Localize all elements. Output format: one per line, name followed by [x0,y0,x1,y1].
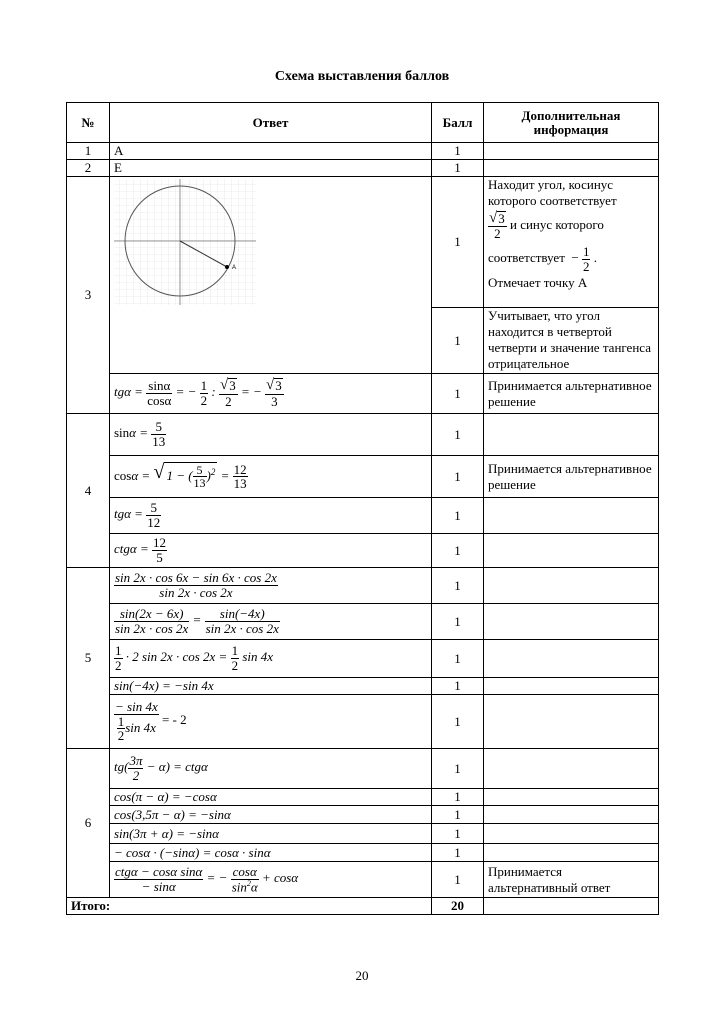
score-cell: 1 [432,695,484,749]
score-cell: 1 [432,678,484,695]
table-row [67,824,659,844]
answer-cell [110,824,432,844]
row-num: 4 [67,414,110,568]
score-cell: 1 [432,374,484,414]
formula: $\frac{\sin(2x - 6x)}{\sin 2x \cdot \cos 2x}$ = $\frac{\sin(-4x)}{\sin 2x \cdot \cos 2x}$ [115,606,279,636]
table-row [67,604,659,640]
answer-cell [110,568,432,604]
info-cell: Учитывает, что угол находится в четвертой четверти и значение тангенса отрицательное [484,308,659,374]
formula: sinα = $\frac{5}{13}$ [114,419,166,449]
table-row [67,844,659,862]
answer-cell [110,844,432,862]
table-row [67,678,659,695]
answer-cell [110,749,432,789]
answer-cell: Е [110,160,432,177]
formula: tgα = $\frac{\sin\alpha}{\cos\alpha}$ = − $\frac{1}{2}$ : $\frac{√3}{2}$ = − $\frac{√3}{3}$ [114,377,282,410]
answer-cell [110,695,432,749]
score-cell: 1 [432,862,484,898]
answer-cell [110,789,432,806]
score-cell: 1 [432,568,484,604]
point-a [225,265,229,269]
table-row [67,568,659,604]
info-formula-line: соответствует − $\frac{1}{2}$ . [488,244,597,274]
info-cell [484,568,659,604]
table-row [67,160,659,177]
answer-cell [110,177,432,374]
table-row [67,749,659,789]
formula: cosα = √ 1 − ( $\frac{5}{13}$ )$^2$ = $\frac{12}{13}$ [114,460,247,492]
answer-cell [110,678,432,695]
answer-cell [110,498,432,534]
point-a-label: A [232,265,237,271]
total-label: Итого: [67,898,432,915]
answer-cell [110,806,432,824]
table-row [67,414,659,456]
header-score: Балл [432,103,484,143]
info-cell [484,844,659,862]
info-cell [484,414,659,456]
score-cell: 1 [432,308,484,374]
header-answer: Ответ [110,103,432,143]
formula: $\frac{\text{ctgα − cosα sinα}}{- \sin\alpha}$ = − $\frac{\cos\alpha}{\sin^2\alpha}$ + cosα [115,864,299,895]
page-title: Схема выставления баллов [274,69,450,84]
formula: tg( $\frac{3\pi}{2}$ − α) = ctgα [114,753,208,783]
info-cell [484,498,659,534]
info-cell [484,824,659,844]
table-row [67,456,659,498]
table-row [67,862,659,898]
info-cell [484,177,659,308]
formula: sin(3π + α) = −sinα [114,825,219,841]
sqrt3-over-2: $\frac{√3}{2}$ [489,209,505,242]
answer-cell [110,640,432,678]
score-cell: 1 [432,749,484,789]
info-formula-line [488,211,654,241]
score-cell: 1 [432,824,484,844]
score-cell: 1 [432,640,484,678]
row-num: 2 [67,160,110,177]
info-cell [484,534,659,568]
scoring-table [66,102,659,915]
score-cell: 1 [432,414,484,456]
answer-cell [110,456,432,498]
one-half: $\frac{1}{2}$ [582,244,590,274]
formula: sin(−4x) = −sin 4x [114,678,214,693]
formula: − cosα · (−sinα) = cosα · sinα [114,844,271,860]
total-score: 20 [432,898,484,915]
info-cell [484,695,659,749]
formula: − sin 4x $\frac{1}{2}$ sin 4x = - 2 [115,699,187,744]
info-cell [484,806,659,824]
score-cell: 1 [432,160,484,177]
table-row [67,498,659,534]
info-text: и синус которого [509,216,604,232]
score-cell: 1 [432,789,484,806]
score-cell: 1 [432,604,484,640]
table-row [67,695,659,749]
info-text: соответствует [488,250,565,266]
info-cell [484,640,659,678]
row-num: 3 [67,177,110,414]
table-header-row [67,103,659,143]
formula: cos(3,5π − α) = −sinα [114,806,231,822]
answer-cell [110,534,432,568]
answer-cell [110,862,432,898]
total-row [67,898,659,915]
info-cell [484,678,659,695]
info-cell: Принимается альтернативный ответ [484,862,659,898]
formula: cos(π − α) = −cosα [114,789,217,804]
info-cell: Принимается альтернативное решение [484,456,659,498]
formula: tgα = $\frac{5}{12}$ [114,500,161,530]
row-num: 6 [67,749,110,898]
info-cell: Принимается альтернативное решение [484,374,659,414]
formula: $\frac{1}{2}$ · 2 sin 2x · cos 2x = $\frac{1}{2}$ sin 4x [115,643,274,673]
table-row [67,374,659,414]
info-text: Отмечает точку А [488,275,588,291]
answer-cell [110,604,432,640]
table-row [67,640,659,678]
score-cell: 1 [432,177,484,308]
answer-cell: А [110,143,432,160]
row-num: 5 [67,568,110,749]
info-cell [484,749,659,789]
answer-cell [110,414,432,456]
info-cell [484,160,659,177]
score-cell: 1 [432,456,484,498]
header-num: № [67,103,110,143]
table-row [67,806,659,824]
info-text: Находит угол, косинус которого соответствует [488,177,617,208]
score-cell: 1 [432,534,484,568]
answer-cell [110,374,432,414]
table-row [67,534,659,568]
header-info: Дополнительная информация [484,103,659,143]
score-cell: 1 [432,498,484,534]
row-num: 1 [67,143,110,160]
info-cell [484,604,659,640]
info-cell [484,143,659,160]
formula: $\frac{\sin 2x \cdot \cos 6x - \sin 6x \cdot \cos 2x}{\sin 2x \cdot \cos 2x}$ [115,570,277,600]
score-cell: 1 [432,844,484,862]
info-cell [484,898,659,915]
page-number: 20 [355,968,369,983]
score-cell: 1 [432,806,484,824]
table-row [67,177,659,308]
score-cell: 1 [432,143,484,160]
unit-circle-figure [112,177,258,307]
info-cell [484,789,659,806]
table-row [67,143,659,160]
table-row [67,789,659,806]
formula: ctgα = $\frac{12}{5}$ [114,535,166,565]
